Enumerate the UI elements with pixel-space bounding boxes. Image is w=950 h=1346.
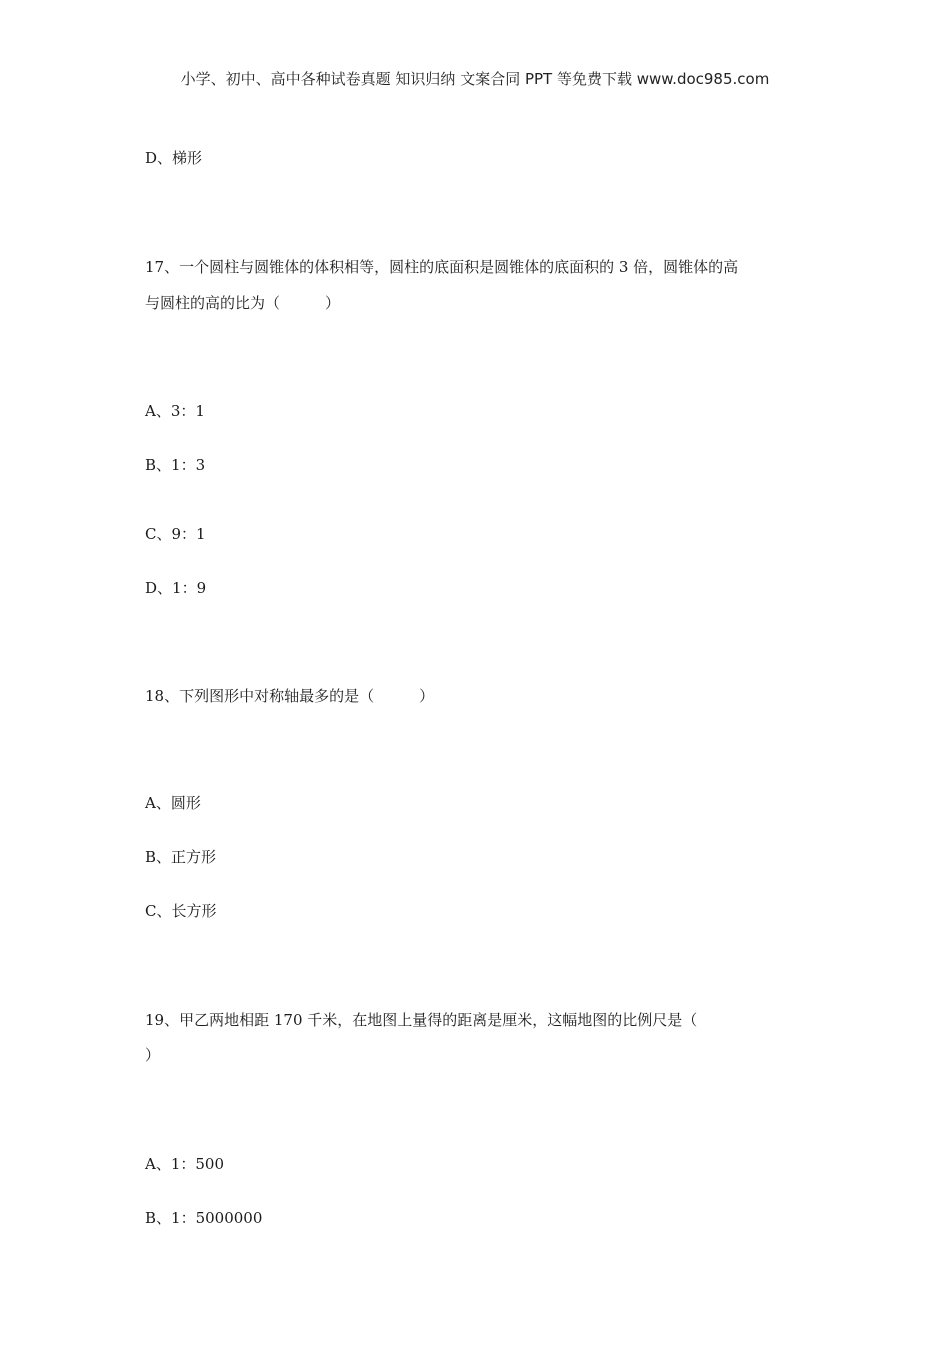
question-19-text-line2: ） — [145, 1046, 161, 1064]
question-18-text: 18、下列图形中对称轴最多的是（ ） — [145, 687, 435, 705]
question-19-option-a: A、1：500 — [145, 1155, 225, 1173]
question-17-option-a: A、3：1 — [145, 402, 205, 420]
question-17-text-line1: 17、一个圆柱与圆锥体的体积相等，圆柱的底面积是圆锥体的底面积的 3 倍，圆锥体的高 — [145, 258, 739, 276]
page-header: 小学、初中、高中各种试卷真题 知识归纳 文案合同 PPT 等免费下载 www.doc985.com — [180, 70, 770, 88]
question-17-text-line2: 与圆柱的高的比为（ ） — [145, 294, 341, 312]
question-18-option-a: A、圆形 — [145, 794, 201, 812]
question-18-option-c: C、长方形 — [145, 902, 217, 920]
question-17-option-c: C、9：1 — [145, 525, 206, 543]
option-d-prev: D、梯形 — [145, 149, 203, 167]
question-17-option-d: D、1：9 — [145, 579, 207, 597]
question-17-option-b: B、1：3 — [145, 456, 206, 474]
question-19-text-line1: 19、甲乙两地相距 170 千米，在地图上量得的距离是厘米，这幅地图的比例尺是（ — [145, 1011, 698, 1029]
question-19-option-b: B、1：5000000 — [145, 1209, 263, 1227]
question-18-option-b: B、正方形 — [145, 848, 217, 866]
